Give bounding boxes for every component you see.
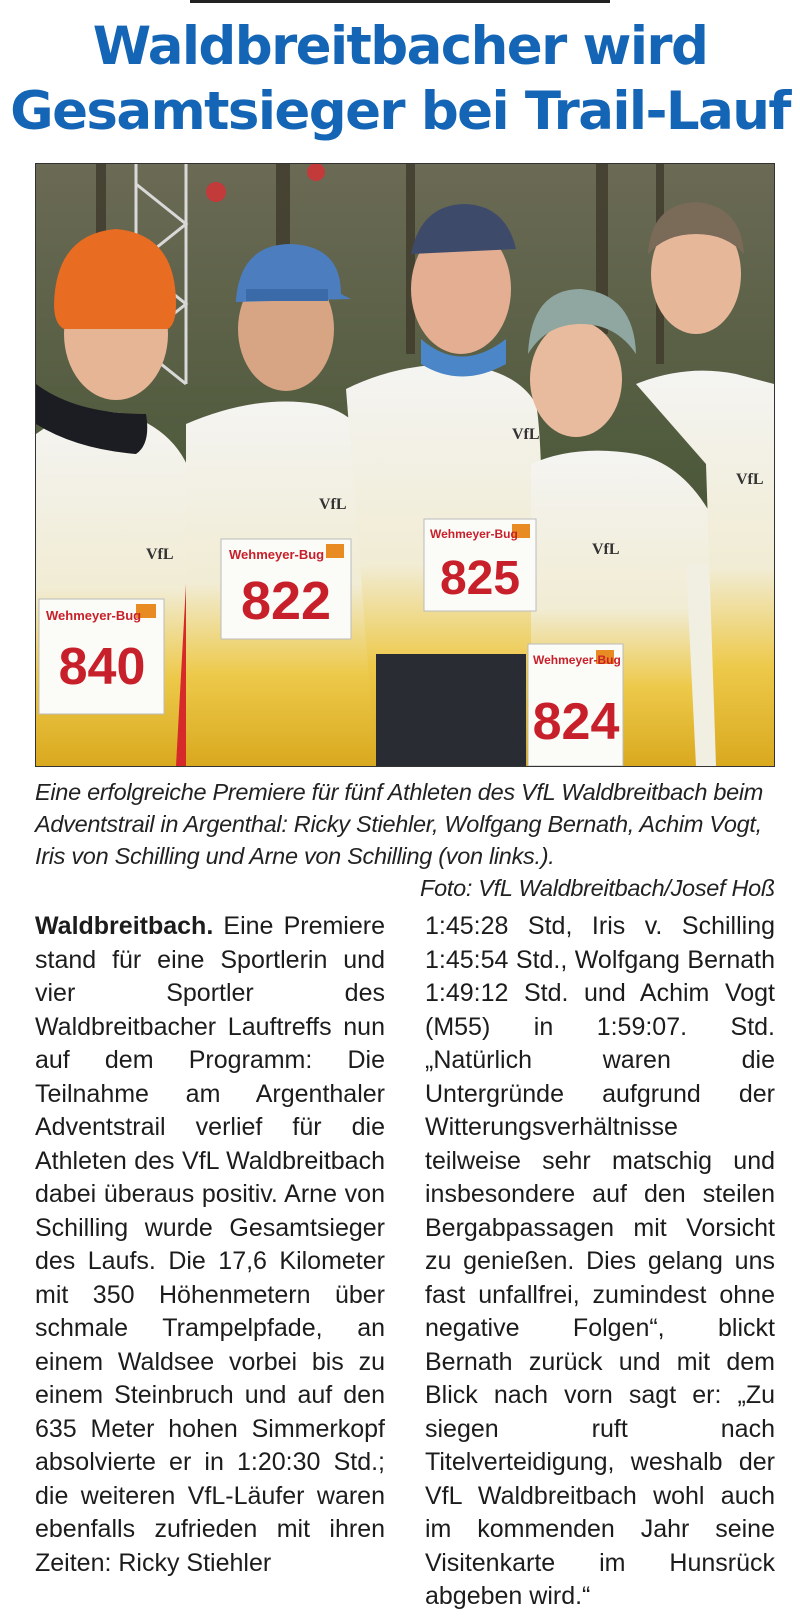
bib-sponsor-4: Wehmeyer-Bug bbox=[533, 653, 621, 667]
shirt-logo-2: VfL bbox=[319, 496, 347, 513]
group-photo bbox=[35, 163, 775, 767]
bib-sponsor-1: Wehmeyer-Bug bbox=[46, 608, 142, 623]
article-column-right bbox=[425, 910, 775, 1614]
bib-number-840: 840 bbox=[58, 638, 146, 696]
bib-840 bbox=[39, 599, 164, 714]
article-body-right: 1:45:28 Std, Iris v. Schilling 1:45:54 Std., Wolfgang Bernath 1:49:12 Std. und Achim Vogt (M55) in 1:59:07. Std. „Natürlich waren die Untergründe aufgrund der Witterungsverhältnisse teilweise sehr matschig und insbesondere auf den steilen Bergabpassagen mit Vorsicht zu genießen. Dies gelang uns fast unfallfrei, zumindest ohne negative Folgen“, blickt Bernath zurück und mit dem Blick nach vorn sagt er: „Zu siegen ruft nach Titelverteidigung, weshalb der VfL Waldbreitbach wohl auch im kommenden Jahr seine Visitenkarte im Hunsrück abgeben wird.“ bbox=[425, 912, 775, 1610]
headline-line-1: Waldbreitbacher wird bbox=[92, 16, 708, 77]
bib-822 bbox=[221, 539, 351, 639]
shirt-logo-3: VfL bbox=[512, 426, 540, 443]
bib-824 bbox=[528, 644, 623, 766]
bib-825 bbox=[424, 519, 536, 611]
shirt-logo-5: VfL bbox=[736, 471, 764, 488]
shirt-logo-1: VfL bbox=[146, 546, 174, 563]
bib-sponsor-2: Wehmeyer-Bug bbox=[229, 547, 325, 562]
bib-number-825: 825 bbox=[439, 552, 521, 605]
bib-number-822: 822 bbox=[240, 571, 332, 631]
bib-number-824: 824 bbox=[532, 693, 620, 751]
article-body-left: Eine Premiere stand für eine Sportlerin und vier Sportler des Waldbreitbacher Lauftreffs nun auf dem Programm: Die Teilnahme am Argenthaler Adventstrail verlief für die Athleten des VfL Waldbreitbach dabei überaus positiv. Arne von Schilling wurde Gesamtsieger des Laufs. Die 17,6 Kilometer mit 350 Höhenmetern über schmale Trampelpfade, an einem Waldsee vorbei bis zu einem Steinbruch und auf den 635 Meter hohen Simmerkopf absolvierte er in 1:20:30 Std.; die weiteren VfL-Läufer waren ebenfalls zufrieden mit ihren Zeiten: Ricky Stiehler bbox=[35, 912, 385, 1577]
article-column-left bbox=[35, 910, 385, 1580]
bib-sponsor-3: Wehmeyer-Bug bbox=[430, 527, 518, 541]
photo-caption bbox=[35, 776, 775, 904]
caption-text: Eine erfolgreiche Premiere für fünf Athleten des VfL Waldbreitbach beim Adventstrail in Argenthal: Ricky Stiehler, Wolfgang Bernath, Achim Vogt, Iris von Schilling und Arne von Schilling (von links.). bbox=[35, 779, 764, 869]
top-rule bbox=[190, 0, 610, 3]
headline-line-2: Gesamtsieger bei Trail-Lauf bbox=[10, 81, 790, 142]
shirt-logo-4: VfL bbox=[592, 541, 620, 558]
dateline: Waldbreitbach. bbox=[35, 912, 224, 940]
headline bbox=[0, 14, 800, 144]
photo-credit: Foto: VfL Waldbreitbach/Josef Hoß bbox=[420, 875, 775, 901]
